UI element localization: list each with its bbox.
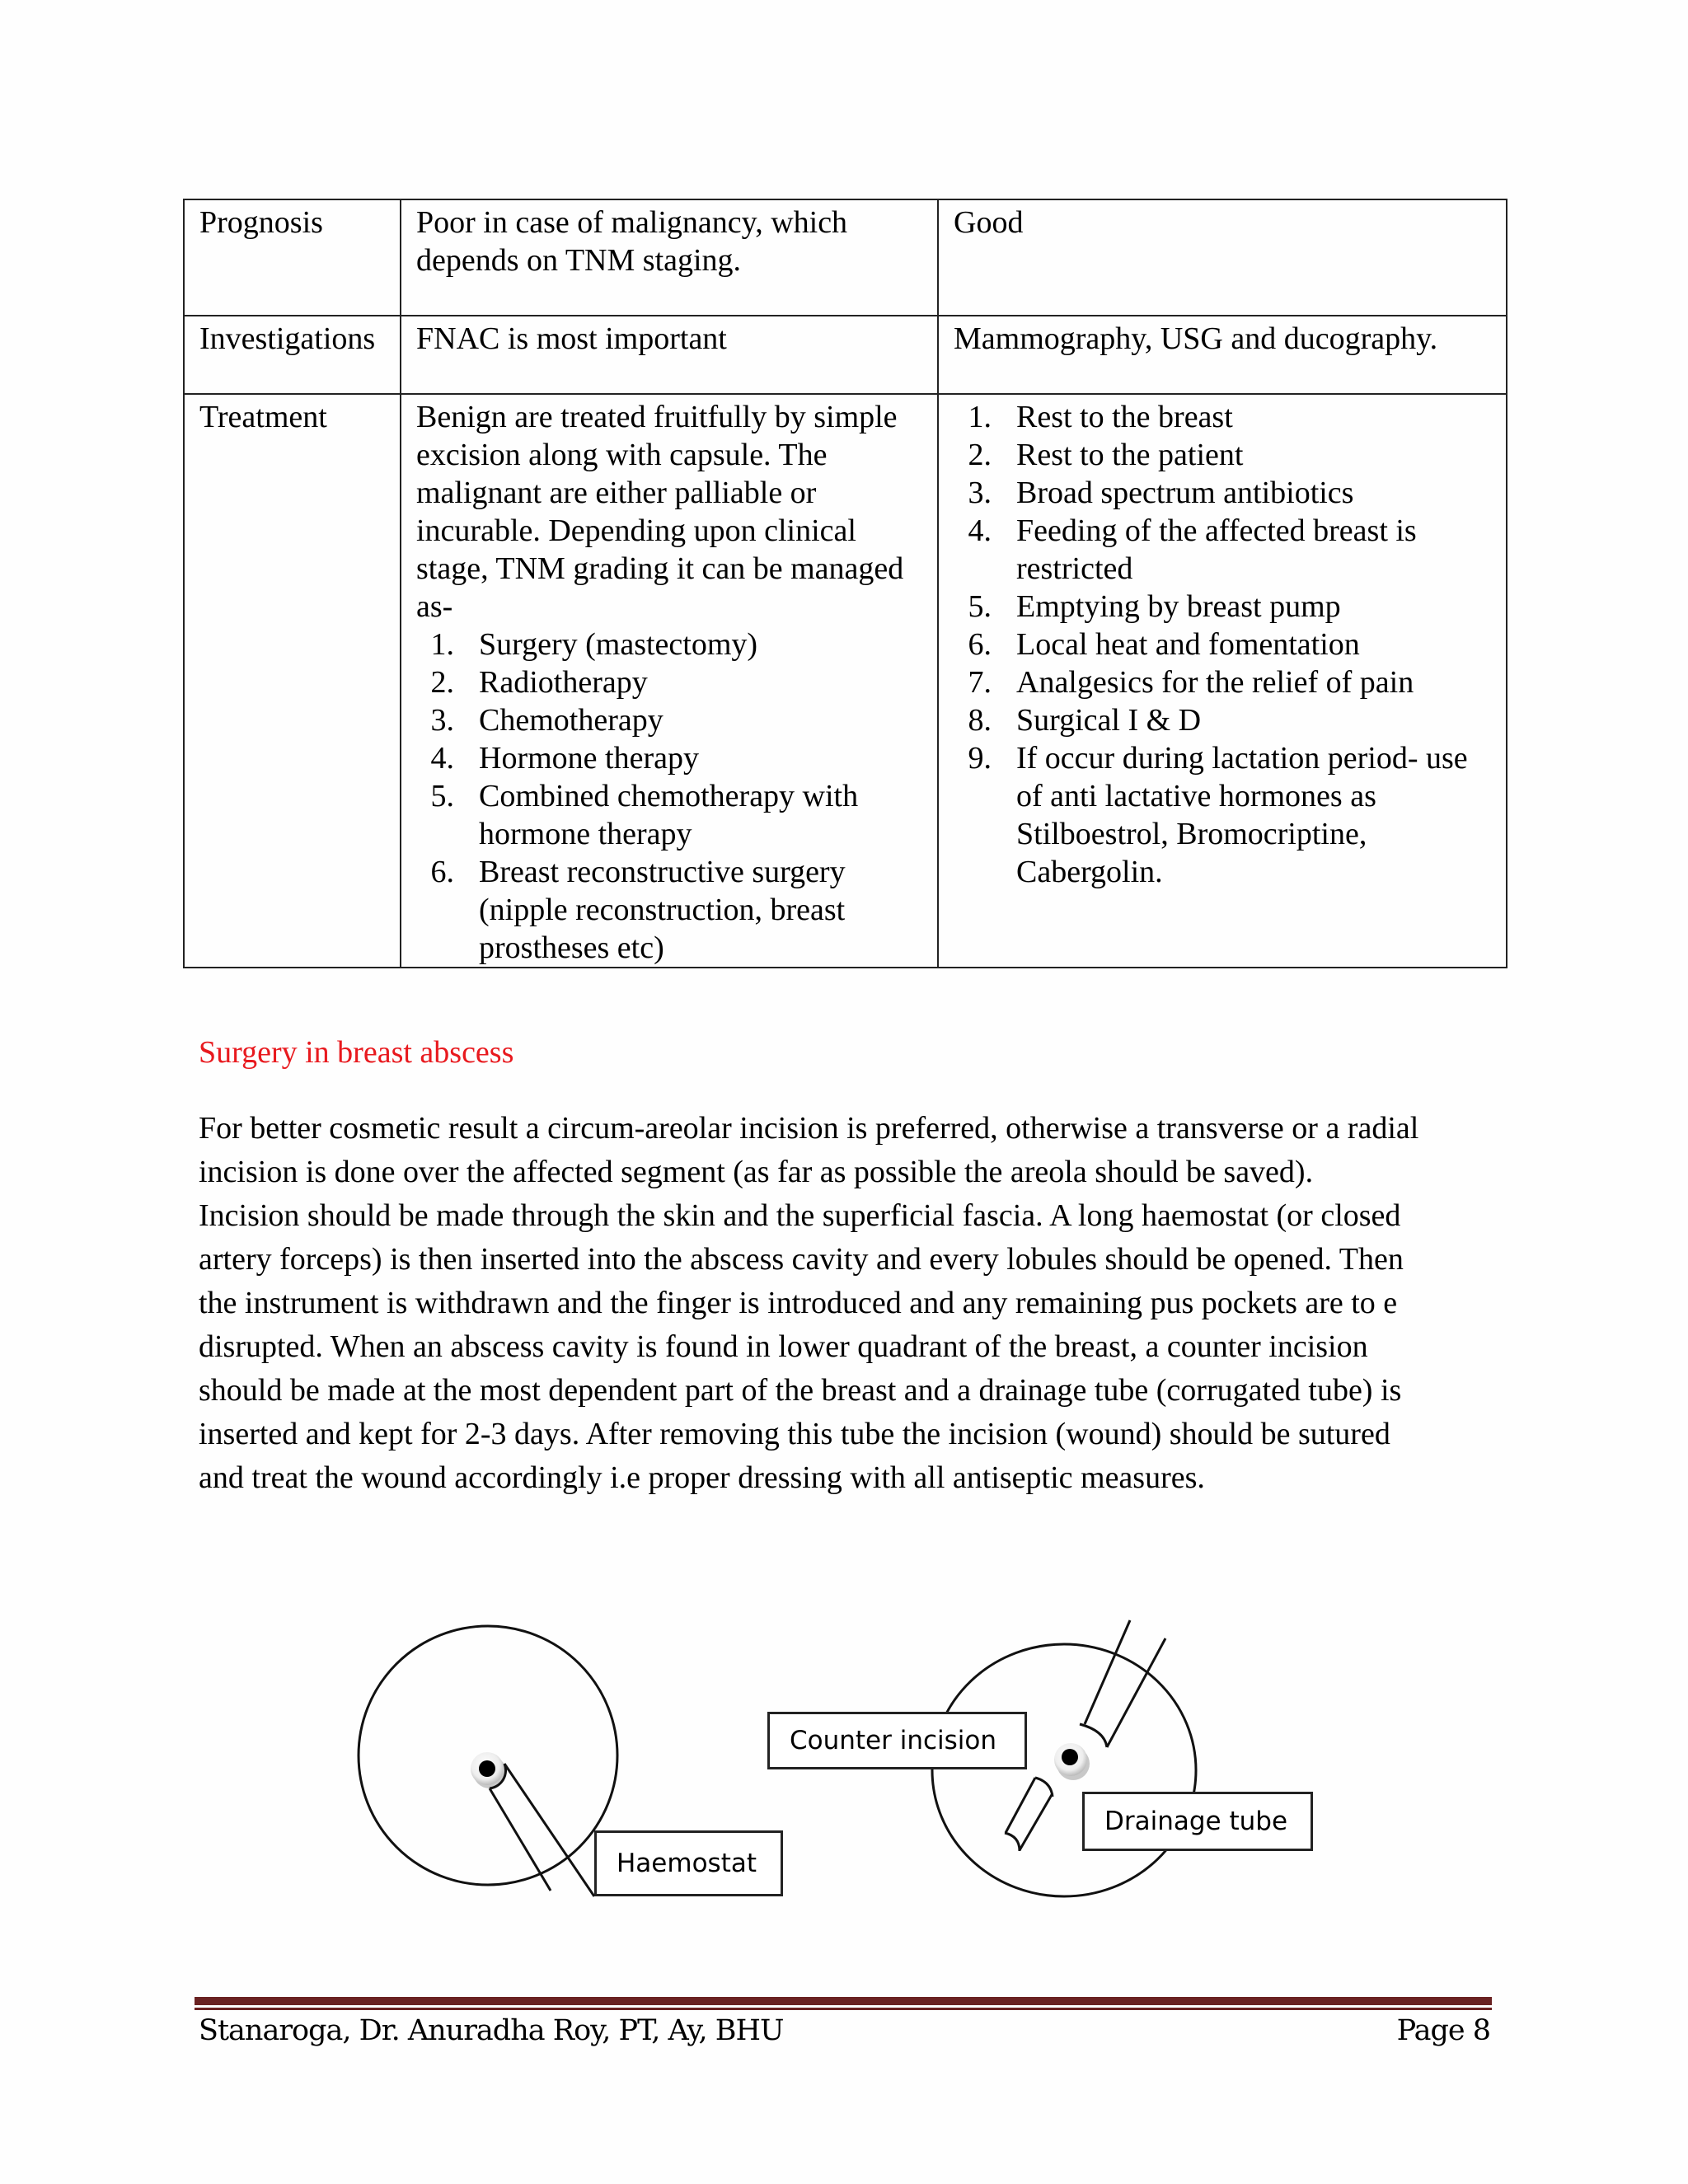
list-text: Rest to the breast [1016,400,1233,434]
list-item [954,701,1493,739]
table-cell [938,316,1507,394]
drainage-tube-upper [1080,1620,1165,1747]
list-text: Rest to the patient [1016,438,1244,472]
list-item [954,436,1493,474]
section-heading: Surgery in breast abscess [199,1035,514,1070]
paragraph-line: Incision should be made through the skin and the superficial fascia. A long haemostat (or closed [199,1198,1401,1233]
page-number: Page 8 [1396,2014,1490,2047]
haemostat-label: Haemostat [594,1830,783,1896]
list-number: 1. [968,400,992,434]
list-text: Analgesics for the relief of pain [1016,665,1414,700]
list-text: Surgical I & D [1016,703,1202,738]
row-label-cell [184,199,401,316]
list-text: Hormone therapy [479,741,699,776]
list-number: 5. [968,589,992,624]
list-item [416,663,924,701]
list-number: 3. [430,703,454,738]
abscess-treatment-list [954,398,1493,891]
list-text: If occur during lactation period- use of anti lactative hormones as Stilboestrol, Bromocriptine, Cabergolin. [1016,741,1468,889]
list-text: Combined chemotherapy with hormone therapy [479,779,859,851]
list-item [954,474,1493,512]
table-row-prognosis [184,199,1507,316]
table-cell [401,316,938,394]
list-item [416,853,924,967]
row-label-cell [184,394,401,968]
list-text: Surgery (mastectomy) [479,627,758,662]
paragraph-line: inserted and kept for 2-3 days. After removing this tube the incision (wound) should be sutured [199,1417,1390,1451]
list-text: Chemotherapy [479,703,663,738]
drainage-tube-label: Drainage tube [1082,1792,1313,1851]
paragraph-line: disrupted. When an abscess cavity is found in lower quadrant of the breast, a counter incision [199,1329,1368,1364]
list-number: 7. [968,665,992,700]
list-item [416,626,924,663]
comparison-table [183,199,1507,968]
list-text: Emptying by breast pump [1016,589,1341,624]
list-text: Breast reconstructive surgery (nipple reconstruction, breast prostheses etc) [479,855,846,965]
paragraph-line: incision is done over the affected segment (as far as possible the areola should be saved). [199,1155,1314,1189]
list-item [954,512,1493,588]
body-paragraph [199,1107,1517,1500]
list-number: 2. [430,665,454,700]
list-number: 8. [968,703,992,738]
list-number: 6. [968,627,992,662]
drainage-tube-lower [1005,1778,1053,1851]
list-number: 3. [968,476,992,510]
list-number: 6. [430,855,454,889]
list-item [416,739,924,777]
table-row-investigations [184,316,1507,394]
list-number: 2. [968,438,992,472]
table-cell [938,199,1507,316]
list-number: 9. [968,741,992,776]
haemostat-instrument [490,1764,594,1896]
list-item [416,701,924,739]
table-cell [401,199,938,316]
left-nipple-icon [471,1752,506,1788]
list-number: 4. [430,741,454,776]
malignant-treatment-list [416,626,924,967]
cell-text: FNAC is most important [416,321,727,356]
list-number: 5. [430,779,454,813]
surgical-diagram [0,1516,1688,1978]
list-item [954,626,1493,663]
cell-text: Mammography, USG and ducography. [954,321,1438,356]
cell-intro-text: Benign are treated fruitfully by simple excision along with capsule. The malignant are either palliable or incurable. Depending upon clinical stage, TNM grading it can be managed as- [416,400,904,624]
row-label: Investigations [199,321,376,356]
footer-author: Stanaroga, Dr. Anuradha Roy, PT, Ay, BHU [199,2014,784,2047]
cell-text: Good [954,205,1024,240]
list-item [954,663,1493,701]
footer-rule-thin [195,2008,1492,2010]
list-item [954,739,1493,891]
paragraph-line: and treat the wound accordingly i.e proper dressing with all antiseptic measures. [199,1460,1205,1495]
list-number: 4. [968,513,992,548]
list-number: 1. [430,627,454,662]
paragraph-line: artery forceps) is then inserted into the abscess cavity and every lobules should be opened. Then [199,1242,1404,1277]
cell-text: Poor in case of malignancy, which depends on TNM staging. [416,205,848,278]
table-cell [401,394,938,968]
right-nipple-icon [1054,1743,1090,1780]
list-text: Local heat and fomentation [1016,627,1360,662]
paragraph-line: the instrument is withdrawn and the finger is introduced and any remaining pus pockets are to e [199,1286,1398,1320]
list-text: Radiotherapy [479,665,648,700]
row-label-cell [184,316,401,394]
list-text: Broad spectrum antibiotics [1016,476,1354,510]
paragraph-line: For better cosmetic result a circum-areolar incision is preferred, otherwise a transverse or a radial [199,1111,1419,1146]
row-label: Prognosis [199,205,323,240]
table-row-treatment [184,394,1507,968]
table-cell [938,394,1507,968]
list-text: Feeding of the affected breast is restricted [1016,513,1417,586]
footer-rule [195,1997,1492,2005]
list-item [954,588,1493,626]
list-item [954,398,1493,436]
counter-incision-label: Counter incision [767,1712,1027,1769]
list-item [416,777,924,853]
paragraph-line: should be made at the most dependent part of the breast and a drainage tube (corrugated tube) is [199,1373,1402,1408]
row-label: Treatment [199,400,327,434]
